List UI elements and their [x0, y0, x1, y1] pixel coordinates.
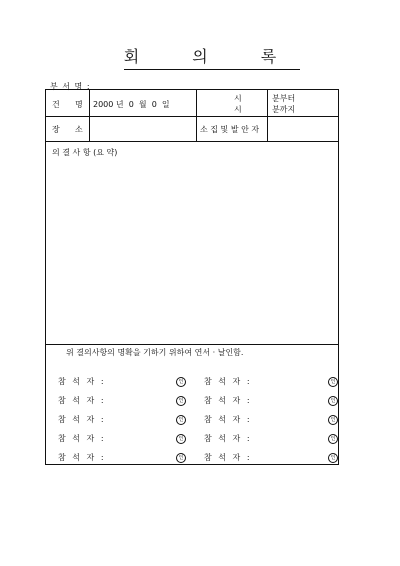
attendee-label: 참 석 자 :: [204, 434, 252, 443]
seal-mark-icon: 인: [176, 396, 186, 406]
time-to-label: 분까지: [272, 105, 296, 114]
seal-mark-icon: 인: [176, 415, 186, 425]
minutes-form: [45, 89, 339, 465]
resolutions-label: 의 결 사 항 (요 약): [52, 148, 118, 157]
seal-mark-icon: 인: [176, 434, 186, 444]
time-hour-label-start: 시: [234, 94, 242, 103]
row-divider: [46, 344, 338, 345]
convener-label: 소 집 및 발 안 자: [200, 125, 260, 134]
col-divider: [196, 90, 197, 141]
seal-mark-icon: 인: [328, 377, 338, 387]
attendee-label: 참 석 자 :: [58, 396, 106, 405]
attendee-label: 참 석 자 :: [58, 453, 106, 462]
department-label: 부 서 명 :: [50, 82, 91, 91]
seal-mark-icon: 인: [328, 434, 338, 444]
attendee-label: 참 석 자 :: [204, 396, 252, 405]
attendee-label: 참 석 자 :: [204, 453, 252, 462]
attendee-label: 참 석 자 :: [58, 434, 106, 443]
confirmation-text: 위 결의사항의 명확을 기하기 위하여 연서 · 날인함.: [66, 348, 244, 357]
col-divider: [89, 90, 90, 141]
attendee-label: 참 석 자 :: [58, 415, 106, 424]
place-label: 장 소: [52, 125, 83, 134]
seal-mark-icon: 인: [176, 377, 186, 387]
subject-label: 건 명: [52, 100, 83, 109]
attendee-label: 참 석 자 :: [58, 377, 106, 386]
col-divider: [267, 90, 268, 141]
seal-mark-icon: 인: [328, 415, 338, 425]
document-title: 회 의 록: [0, 44, 400, 67]
attendee-label: 참 석 자 :: [204, 415, 252, 424]
seal-mark-icon: 인: [328, 396, 338, 406]
attendee-label: 참 석 자 :: [204, 377, 252, 386]
time-from-label: 분부터: [272, 94, 296, 103]
seal-mark-icon: 인: [328, 453, 338, 463]
time-hour-label-end: 시: [234, 105, 242, 114]
row-divider: [46, 141, 338, 142]
seal-mark-icon: 인: [176, 453, 186, 463]
meeting-date: 2000 년 0 월 0 일: [93, 100, 170, 109]
